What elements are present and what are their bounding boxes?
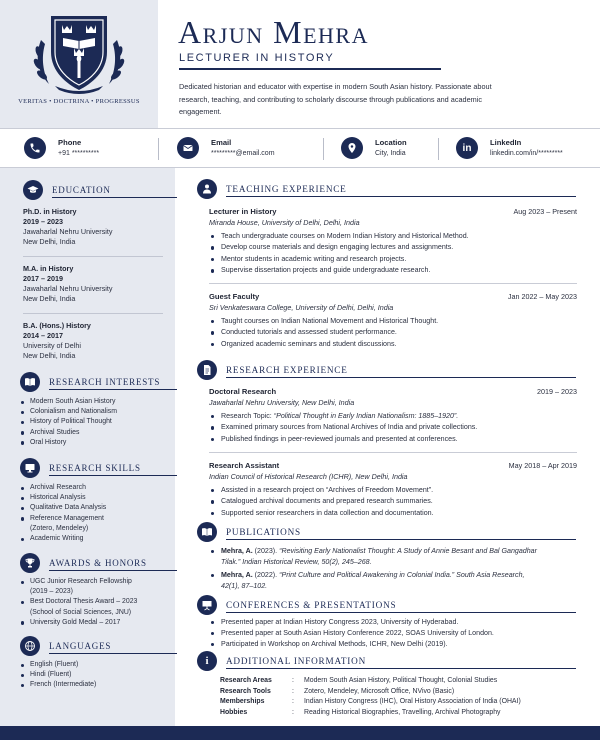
job-organization: Jawaharlal Nehru University, New Delhi, India xyxy=(209,398,355,407)
info-icon: i xyxy=(197,651,217,671)
university-crest-logo xyxy=(29,10,129,98)
section-title: EDUCATION xyxy=(52,185,111,195)
experience-entry xyxy=(209,292,577,350)
list-item: Colonialism and Nationalism xyxy=(20,407,170,417)
job-organization: Miranda House, University of Delhi, Delhi, India xyxy=(209,218,360,227)
institution: Jawaharlal Nehru University xyxy=(23,284,113,293)
degree-years: 2017 – 2019 xyxy=(23,274,63,283)
info-key: Hobbies xyxy=(220,708,248,716)
languages-list xyxy=(20,660,170,691)
publication-item xyxy=(209,546,539,567)
publications-list xyxy=(209,546,539,594)
info-value: Modern South Asian History, Political Thought, Colonial Studies xyxy=(304,677,498,684)
globe-icon xyxy=(20,636,40,656)
section-rule xyxy=(49,389,177,390)
list-item: History of Political Thought xyxy=(20,417,170,427)
institution-place: New Delhi, India xyxy=(23,351,76,360)
list-item: Supported senior researchers in data collection and documentation. xyxy=(209,508,577,519)
list-item: Academic Writing xyxy=(20,534,170,544)
list-item: Qualitative Data Analysis xyxy=(20,503,170,513)
info-key: Research Tools xyxy=(220,687,271,695)
info-value: Indian History Congress (IHC), Oral History Association of India (OHAI) xyxy=(304,698,521,705)
contact-label: Location xyxy=(375,138,407,147)
list-item: Presented paper at South Asian History Conference 2022, SOAS University of London. xyxy=(209,628,577,639)
education-entry xyxy=(23,207,112,247)
presentation-icon xyxy=(197,595,217,615)
experience-entry xyxy=(209,387,577,445)
contact-value: City, India xyxy=(375,150,406,157)
list-item: Reference Management xyxy=(20,514,170,524)
teacher-icon xyxy=(197,179,217,199)
contact-label: LinkedIn xyxy=(490,138,522,147)
section-rule xyxy=(49,653,177,654)
contact-label: Email xyxy=(211,138,232,147)
degree: M.A. in History xyxy=(23,264,74,273)
job-date: May 2018 – Apr 2019 xyxy=(508,461,577,470)
section-rule xyxy=(226,612,576,613)
book-icon xyxy=(20,372,40,392)
conferences-list xyxy=(209,617,577,650)
candidate-role: LECTURER IN HISTORY xyxy=(179,52,335,64)
list-item: Hindi (Fluent) xyxy=(20,670,170,680)
info-value: Zotero, Mendeley, Microsoft Office, NVivo (Basic) xyxy=(304,687,455,695)
list-item: English (Fluent) xyxy=(20,660,170,670)
job-organization: Sri Venkateswara College, University of Delhi, Delhi, India xyxy=(209,303,394,312)
list-item: Supervise dissertation projects and guide undergraduate research. xyxy=(209,265,577,276)
contact-value: +91 ********** xyxy=(58,150,100,157)
section-rule xyxy=(49,475,177,476)
degree: B.A. (Hons.) History xyxy=(23,321,91,330)
experience-entry xyxy=(209,207,577,277)
list-item: UGC Junior Research Fellowship xyxy=(20,577,170,587)
section-title: RESEARCH EXPERIENCE xyxy=(226,365,348,375)
contact-divider xyxy=(158,138,159,160)
pub-year: (2022). xyxy=(252,571,280,580)
awards-list xyxy=(20,577,170,628)
info-value: Reading Historical Biographies, Travelling, Archival Photography xyxy=(304,708,501,716)
list-item: Assisted in a research project on “Archives of Freedom Movement”. xyxy=(209,485,577,496)
candidate-name: Arjun Mehra xyxy=(178,14,369,50)
degree-years: 2014 – 2017 xyxy=(23,331,63,340)
pub-title: “Revisiting Early Nationalist Thought: A Study of Annie Besant and Bal Gangadhar Tilak.” Indian Historical Review, 50(2), 245–268. xyxy=(221,547,537,566)
contact-divider xyxy=(323,138,324,160)
list-item: Archival Research xyxy=(20,483,170,493)
topic-title: “Political Thought in Early Indian Nationalism: 1885–1920”. xyxy=(273,412,459,420)
education-entry xyxy=(23,264,112,304)
footer-bar xyxy=(0,726,600,740)
section-title: CONFERENCES & PRESENTATIONS xyxy=(226,600,397,610)
job-date: Jan 2022 – May 2023 xyxy=(507,292,577,301)
section-title: PUBLICATIONS xyxy=(226,527,301,537)
job-title: Guest Faculty xyxy=(209,292,260,301)
pub-year: (2023). xyxy=(252,547,280,555)
list-item: French (Intermediate) xyxy=(20,680,170,690)
degree: Ph.D. in History xyxy=(23,207,77,216)
section-rule xyxy=(49,570,177,571)
contact-value[interactable]: linkedin.com/in/********* xyxy=(490,150,563,157)
institution: University of Delhi xyxy=(23,341,81,350)
list-item: Modern South Asian History xyxy=(20,397,170,407)
pub-title: “Print Culture and Political Awakening in Colonial India.” South Asia Research, 42(1), 87–102. xyxy=(221,571,525,590)
section-rule xyxy=(52,197,177,198)
section-title: AWARDS & HONORS xyxy=(49,558,147,568)
list-item: Archival Studies xyxy=(20,428,170,438)
monitor-icon xyxy=(20,458,40,478)
open-book-icon xyxy=(197,522,217,542)
list-item: Teach undergraduate courses on Modern Indian History and Historical Method. xyxy=(209,231,577,242)
education-divider xyxy=(23,256,163,257)
job-title: Lecturer in History xyxy=(209,207,277,216)
list-item: Catalogued archival documents and prepared research summaries. xyxy=(209,496,577,507)
list-item-text: (2019 – 2023) xyxy=(30,588,73,596)
section-rule xyxy=(226,668,576,669)
job-organization: Indian Council of Historical Research (ICHR), New Delhi, India xyxy=(209,472,408,481)
job-title: Doctoral Research xyxy=(209,387,277,396)
entry-divider xyxy=(209,283,577,284)
section-title: RESEARCH INTERESTS xyxy=(49,377,161,387)
crest-panel xyxy=(0,0,158,128)
list-item: Published findings in peer-reviewed journals and presented at conferences. xyxy=(209,434,577,445)
info-colon: : xyxy=(292,687,294,695)
info-colon: : xyxy=(292,677,294,684)
list-item: Conducted tutorials and assessed student performance. xyxy=(209,327,577,338)
list-item: Presented paper at Indian History Congress 2023, University of Hyderabad. xyxy=(209,617,577,628)
job-bullets xyxy=(209,411,577,445)
list-item-continuation xyxy=(20,587,170,597)
trophy-icon xyxy=(20,553,40,573)
list-item-continuation xyxy=(20,524,170,534)
research-skills-list xyxy=(20,483,170,544)
list-item: Participated in Workshop on Archival Methods, ICHR, New Delhi (2019). xyxy=(209,639,577,650)
list-item: Examined primary sources from National Archives of India and private collections. xyxy=(209,422,577,433)
job-bullets xyxy=(209,485,577,519)
pub-author: Mehra, A. xyxy=(221,571,253,580)
section-title: ADDITIONAL INFORMATION xyxy=(226,656,367,666)
info-key: Memberships xyxy=(220,698,265,705)
entry-divider xyxy=(209,452,577,453)
contact-value[interactable]: *********@email.com xyxy=(211,150,275,157)
linkedin-icon: in xyxy=(456,137,478,159)
list-item-text: (Zotero, Mendeley) xyxy=(30,524,89,532)
list-item: Best Doctoral Thesis Award – 2023 xyxy=(20,597,170,607)
education-divider xyxy=(23,313,163,314)
job-bullets xyxy=(209,316,577,350)
document-icon xyxy=(197,360,217,380)
list-item-continuation xyxy=(20,608,170,618)
crest-motto: VERITAS • DOCTRINA • PROGRESSUS xyxy=(18,98,140,105)
info-colon: : xyxy=(292,698,294,705)
institution-place: New Delhi, India xyxy=(23,294,76,303)
list-item: University Gold Medal – 2017 xyxy=(20,618,170,628)
contact-bar xyxy=(0,128,600,168)
location-pin-icon xyxy=(341,137,363,159)
email-icon xyxy=(177,137,199,159)
section-title: LANGUAGES xyxy=(49,641,112,651)
job-date: Aug 2023 – Present xyxy=(513,207,577,216)
list-item: Mentor students in academic writing and research projects. xyxy=(209,254,577,265)
section-title: RESEARCH SKILLS xyxy=(49,463,141,473)
list-item: Oral History xyxy=(20,438,170,448)
job-title: Research Assistant xyxy=(209,461,280,470)
section-title: TEACHING EXPERIENCE xyxy=(226,184,347,194)
list-item: Organized academic seminars and student discussions. xyxy=(209,339,577,350)
info-colon: : xyxy=(292,708,294,716)
list-item: Develop course materials and design engaging lectures and assignments. xyxy=(209,242,577,253)
resume-header xyxy=(0,0,600,128)
list-item: Historical Analysis xyxy=(20,493,170,503)
professional-summary: Dedicated historian and educator with expertise in modern South Asian history. Passionate about research, teaching, and contributing to scholarly discourse through publications and academic engagement. xyxy=(179,82,492,117)
contact-divider xyxy=(438,138,439,160)
publication-item xyxy=(209,570,539,591)
institution: Jawaharlal Nehru University xyxy=(23,227,113,236)
list-item: Taught courses on Indian National Movement and Historical Thought. xyxy=(209,316,577,327)
institution-place: New Delhi, India xyxy=(23,237,76,246)
job-bullets xyxy=(209,231,577,277)
list-item xyxy=(209,411,577,422)
education-entry xyxy=(23,321,91,361)
phone-icon xyxy=(24,137,46,159)
section-rule xyxy=(226,539,576,540)
section-rule xyxy=(226,196,576,197)
research-interests-list xyxy=(20,397,170,448)
degree-years: 2019 – 2023 xyxy=(23,217,63,226)
job-date: 2019 – 2023 xyxy=(537,387,577,396)
title-divider xyxy=(179,68,441,70)
contact-label: Phone xyxy=(58,138,82,147)
experience-entry xyxy=(209,461,577,519)
graduation-cap-icon xyxy=(23,180,43,200)
list-item-text: (School of Social Sciences, JNU) xyxy=(30,608,132,616)
pub-author: Mehra, A. xyxy=(221,547,253,555)
info-key: Research Areas xyxy=(220,677,272,684)
section-rule xyxy=(226,377,576,378)
topic-label: Research Topic: xyxy=(221,412,274,420)
